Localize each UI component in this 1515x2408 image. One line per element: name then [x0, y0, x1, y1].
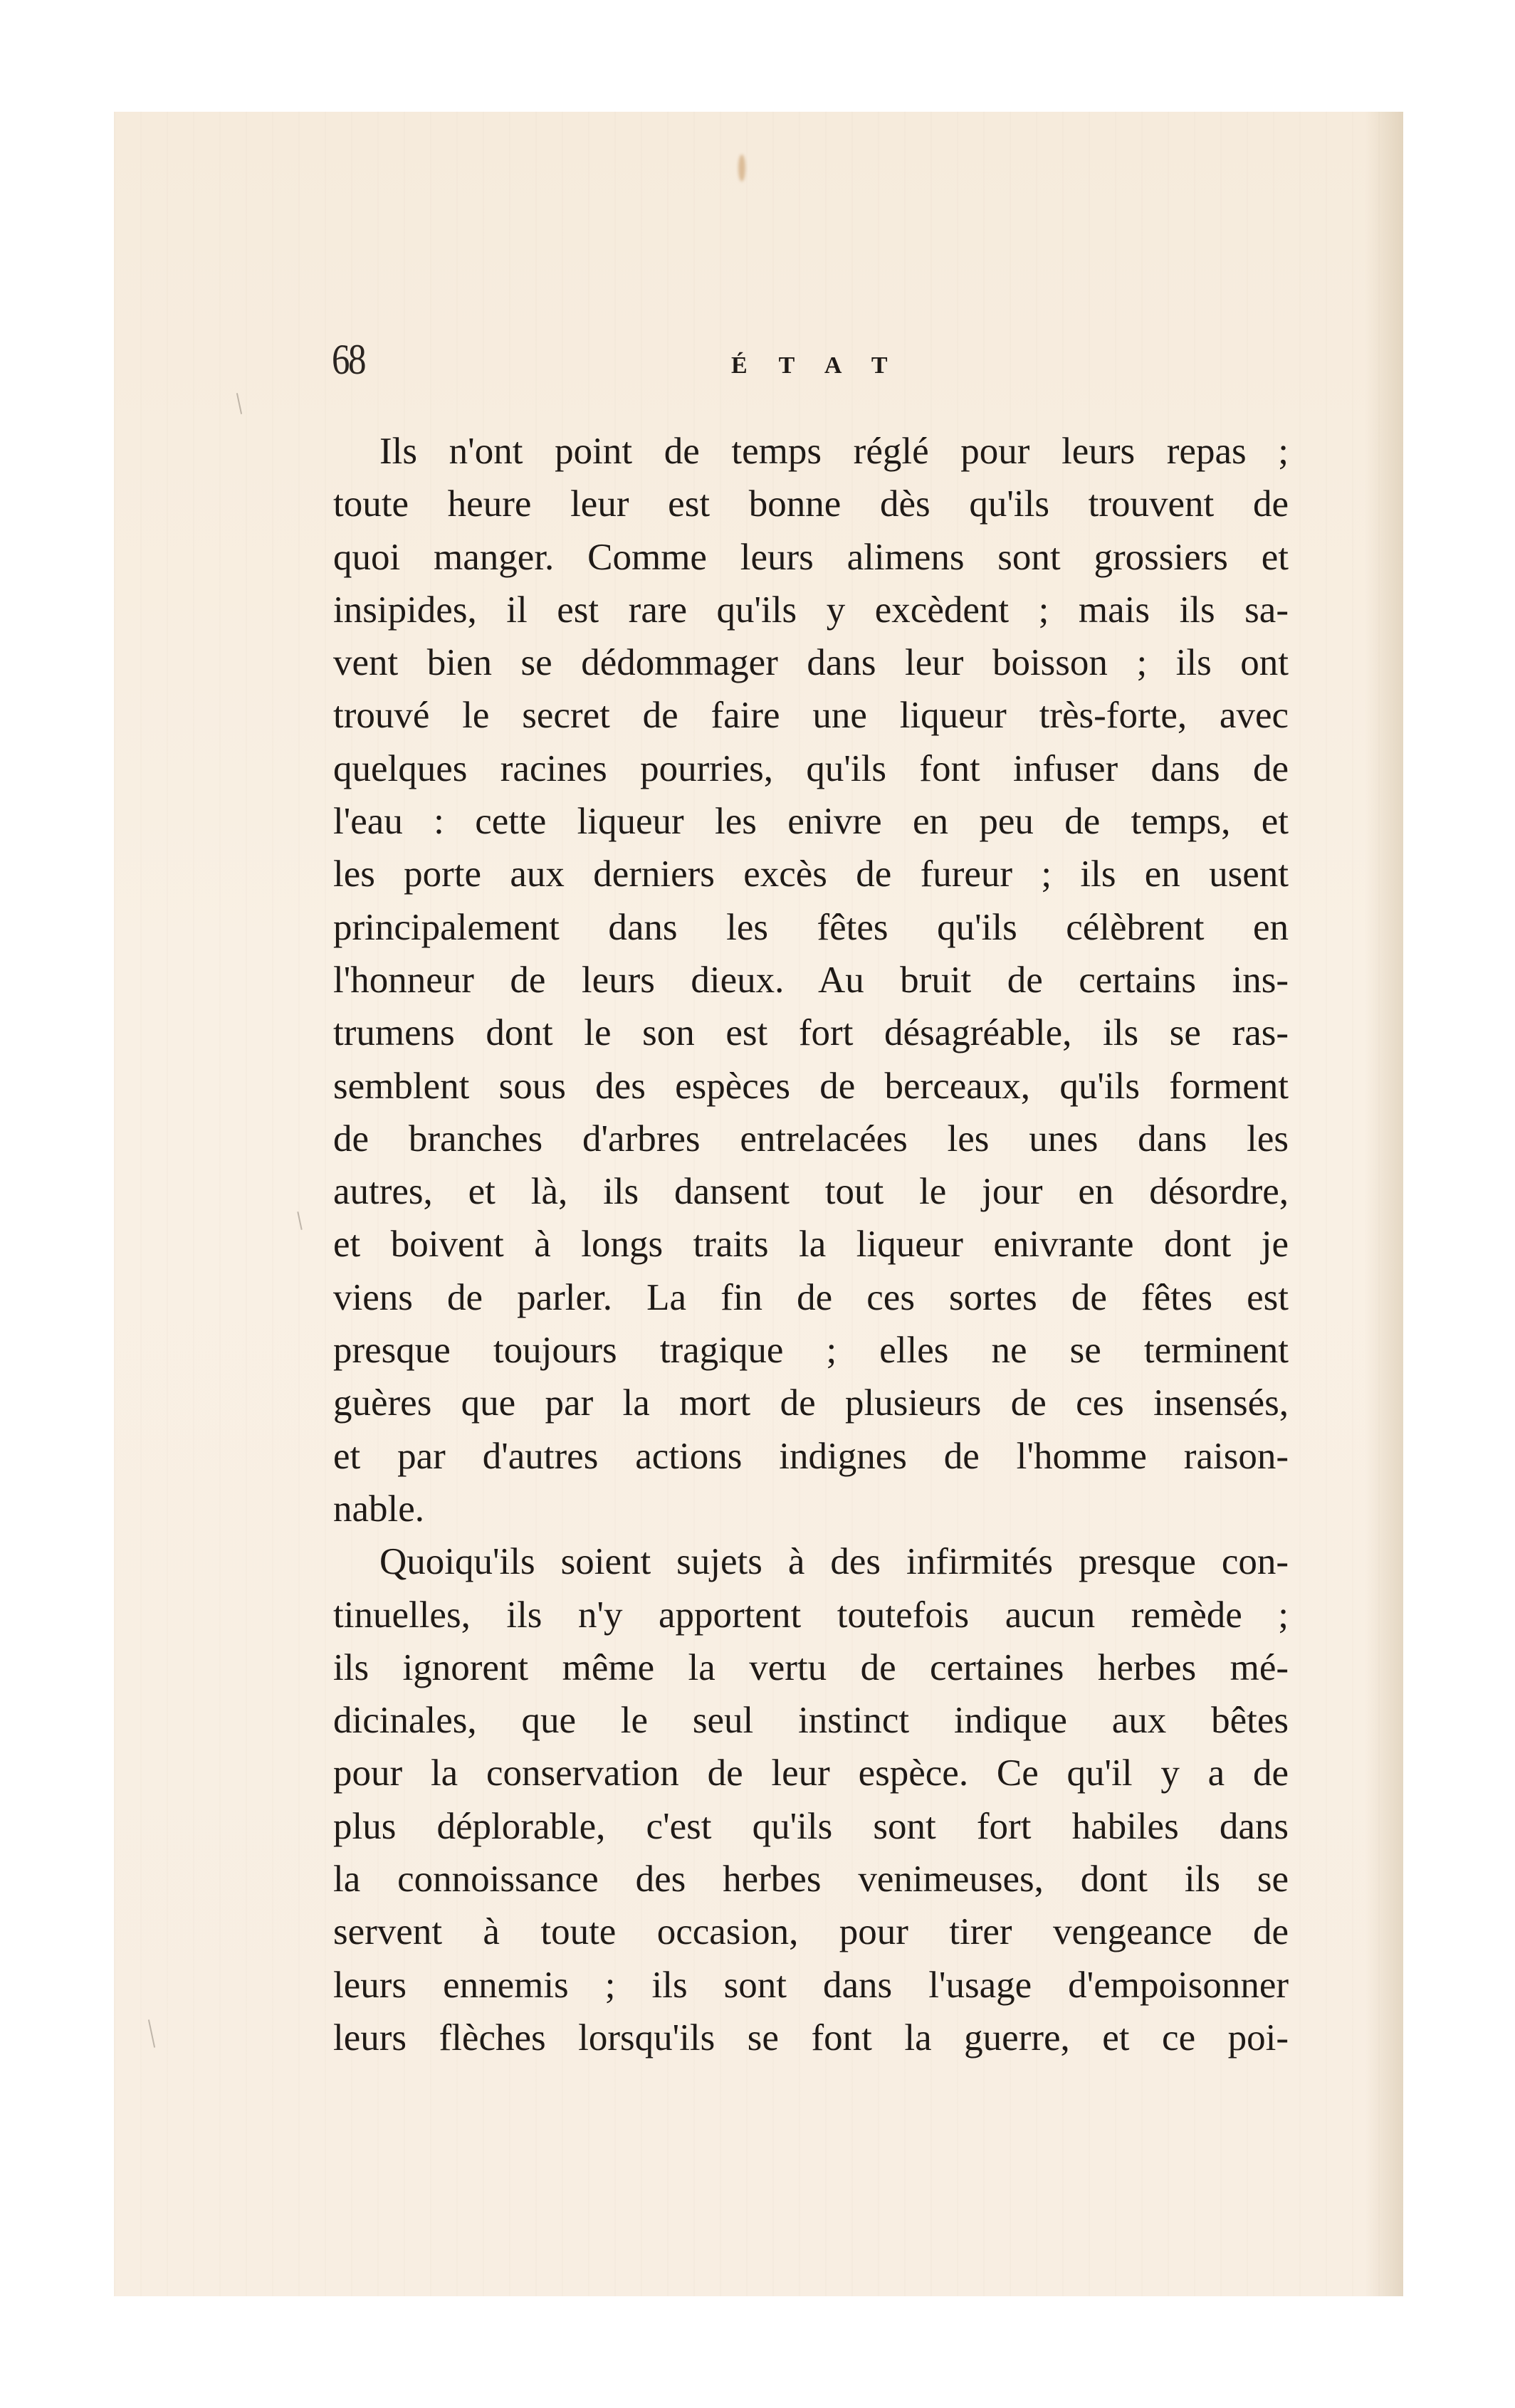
margin-pencil-mark: [148, 2019, 155, 2048]
text-line: dicinales, que le seul instinct indique aux bêtes: [333, 1700, 1289, 1742]
paragraph-1: [333, 425, 1289, 1535]
text-line: Quoiqu'ils soient sujets à des infirmités presque con-: [379, 1541, 1289, 1583]
text-line: principalement dans les fêtes qu'ils célèbrent en: [333, 906, 1289, 948]
text-line: l'eau : cette liqueur les enivre en peu de temps, et: [333, 801, 1289, 843]
text-line: quelques racines pourries, qu'ils font infuser dans de: [333, 747, 1289, 789]
text-line: presque toujours tragique ; elles ne se terminent: [333, 1330, 1289, 1372]
text-line: leurs ennemis ; ils sont dans l'usage d'empoisonner: [333, 1964, 1289, 2006]
text-line: la connoissance des herbes venimeuses, dont ils se: [333, 1858, 1289, 1900]
text-line: trouvé le secret de faire une liqueur très-forte, avec: [333, 695, 1289, 737]
text-line: Ils n'ont point de temps réglé pour leurs repas ;: [379, 431, 1289, 472]
running-title: ÉTAT: [731, 352, 919, 379]
margin-pencil-mark: [236, 393, 242, 414]
text-line: quoi manger. Comme leurs alimens sont grossiers et: [333, 536, 1289, 578]
text-line: tinuelles, ils n'y apportent toutefois aucun remède ;: [333, 1594, 1289, 1636]
text-line: leurs flèches lorsqu'ils se font la guerre, et ce poi-: [333, 2017, 1289, 2059]
text-line: toute heure leur est bonne dès qu'ils trouvent de: [333, 483, 1289, 525]
book-page: [114, 112, 1403, 2296]
text-line: insipides, il est rare qu'ils y excèdent ; mais ils sa-: [333, 589, 1289, 631]
text-line: vent bien se dédommager dans leur boisson ; ils ont: [333, 642, 1289, 684]
text-line: semblent sous des espèces de berceaux, qu'ils forment: [333, 1065, 1289, 1107]
text-line: nable.: [333, 1488, 425, 1530]
text-line: plus déplorable, c'est qu'ils sont fort habiles dans: [333, 1805, 1289, 1847]
text-line: ils ignorent même la vertu de certaines herbes mé-: [333, 1646, 1289, 1688]
text-line: servent à toute occasion, pour tirer vengeance de: [333, 1911, 1289, 1953]
text-line: et par d'autres actions indignes de l'homme raison-: [333, 1435, 1289, 1477]
page-number: 68: [332, 336, 365, 383]
text-line: pour la conservation de leur espèce. Ce qu'il y a de: [333, 1752, 1289, 1794]
paper-stain: [738, 154, 745, 182]
text-line: viens de parler. La fin de ces sortes de fêtes est: [333, 1276, 1289, 1318]
paragraph-2: [333, 1535, 1289, 2064]
text-line: et boivent à longs traits la liqueur enivrante dont je: [333, 1224, 1289, 1266]
text-line: guères que par la mort de plusieurs de ces insensés,: [333, 1382, 1289, 1424]
text-line: de branches d'arbres entrelacées les unes dans les: [333, 1118, 1289, 1160]
margin-pencil-mark: [297, 1211, 302, 1230]
body-text: [333, 425, 1289, 2064]
text-line: autres, et là, ils dansent tout le jour en désordre,: [333, 1171, 1289, 1213]
text-line: les porte aux derniers excès de fureur ; ils en usent: [333, 853, 1289, 895]
text-line: trumens dont le son est fort désagréable, ils se ras-: [333, 1012, 1289, 1054]
text-line: l'honneur de leurs dieux. Au bruit de certains ins-: [333, 959, 1289, 1001]
